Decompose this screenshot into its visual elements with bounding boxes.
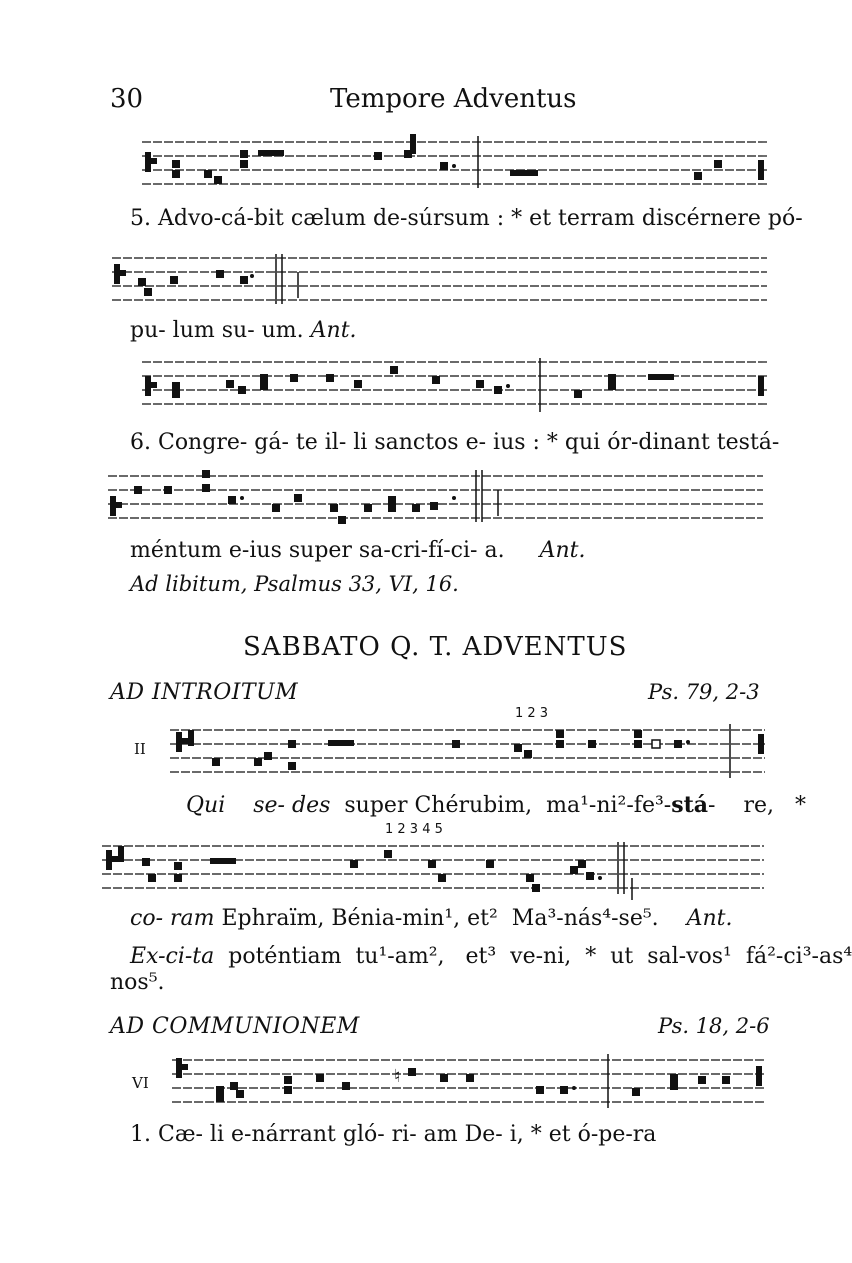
verse-5-line-1: 5. Advo-cá-bit cælum de-súrsum : * et terram discérnere pó- <box>130 206 803 231</box>
antiphon-cue: Ant. <box>539 538 586 563</box>
introit-line-1: Qui se- des super Chérubim, ma¹-ni²-fe³-stá- re, * <box>186 792 806 818</box>
introit-verse-cont: nos⁵. <box>110 970 165 995</box>
chant-staff-6 <box>102 838 764 900</box>
verse-6-line-1: 6. Congre- gá- te il- li sanctos e- ius : * qui ór-dinant testá- <box>130 430 780 455</box>
introit-heading: AD INTROITUM <box>110 680 299 705</box>
antiphon-cue: Ant. <box>310 318 357 343</box>
introit-verse: Ex-ci-ta poténtiam tu¹-am², et³ ve-ni, * ut sal-vos¹ fá²-ci³-as⁴ <box>130 944 852 969</box>
feast-title: SABBATO Q. T. ADVENTUS <box>243 632 628 662</box>
introit-accent-numbers-2: 1 2 3 4 5 <box>385 822 443 837</box>
introit-mode: II <box>134 740 146 758</box>
chant-staff-3 <box>142 356 767 418</box>
introit-psalm-ref: Ps. 79, 2-3 <box>648 680 760 704</box>
psalm-rubric: Ad libitum, Psalmus 33, VI, 16. <box>130 572 459 596</box>
introit-accent-numbers-1: 1 2 3 <box>515 706 549 721</box>
introit-line-2: co- ram Ephraïm, Bénia-min¹, et² Ma³-nás⁴-se⁵. Ant. <box>130 906 733 931</box>
running-title: Tempore Adventus <box>330 84 577 114</box>
page-number: 30 <box>110 84 144 114</box>
communion-line-1: 1. Cæ- li e-nárrant gló- ri- am De- i, * et ó-pe-ra <box>130 1122 657 1147</box>
verse-5-line-2-text: pu- lum su- um. <box>130 318 304 343</box>
communion-psalm-ref: Ps. 18, 2-6 <box>658 1014 770 1038</box>
chant-staff-4 <box>108 466 763 528</box>
chant-staff-5 <box>170 722 765 784</box>
communion-mode: VI <box>132 1074 149 1092</box>
svg-text:♮: ♮ <box>394 1066 401 1087</box>
chant-staff-7 <box>172 1052 764 1114</box>
verse-6-line-2 <box>130 538 585 563</box>
verse-6-line-2-text: méntum e-ius super sa-cri-fí-ci- a. <box>130 538 505 563</box>
communion-heading: AD COMMUNIONEM <box>110 1014 360 1039</box>
chant-staff-1 <box>142 132 767 194</box>
chant-staff-2 <box>112 252 767 314</box>
verse-5-line-2 <box>130 318 357 343</box>
